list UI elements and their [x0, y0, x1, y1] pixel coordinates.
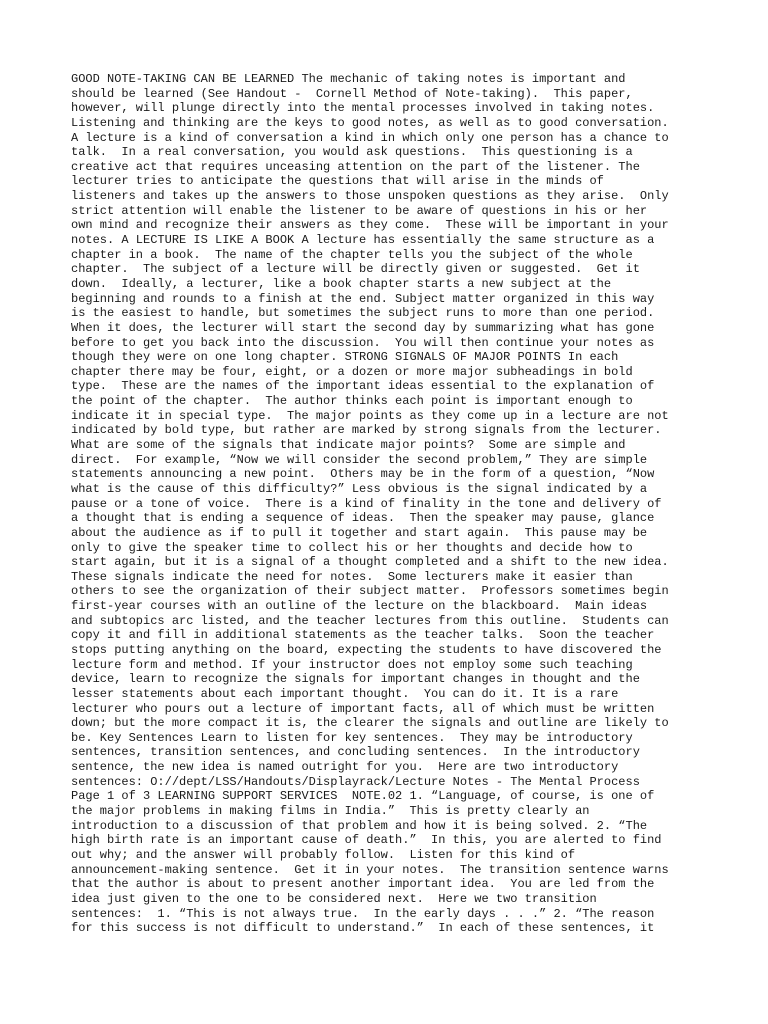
text-line: listeners and takes up the answers to those unspoken questions as they arise. Only	[71, 189, 669, 204]
text-line: chapter. The subject of a lecture will be directly given or suggested. Get it	[71, 262, 640, 277]
text-line: strict attention will enable the listener to be aware of questions in his or her	[71, 203, 648, 218]
text-line: start again, but it is a signal of a thought completed and a shift to the new idea.	[71, 555, 669, 570]
text-line: sentences: O://dept/LSS/Handouts/Displayrack/Lecture Notes - The Mental Process	[71, 774, 640, 789]
text-line: for this success is not difficult to understand.” In each of these sentences, it	[71, 921, 655, 936]
text-line: be. Key Sentences Learn to listen for key sentences. They may be introductory	[71, 730, 633, 745]
text-line: Listening and thinking are the keys to good notes, as well as to good conversation.	[71, 115, 669, 130]
text-line: indicated by bold type, but rather are marked by strong signals from the lecturer.	[71, 423, 662, 438]
text-line: notes. A LECTURE IS LIKE A BOOK A lecture has essentially the same structure as a	[71, 233, 655, 248]
text-line: chapter there may be four, eight, or a dozen or more major subheadings in bold	[71, 364, 633, 379]
text-line: down; but the more compact it is, the clearer the signals and outline are likely to	[71, 716, 669, 731]
text-line: a thought that is ending a sequence of ideas. Then the speaker may pause, glance	[71, 511, 655, 526]
text-line: and subtopics arc listed, and the teacher lectures from this outline. Students can	[71, 613, 669, 628]
text-line: lecturer who pours out a lecture of important facts, all of which must be written	[71, 701, 655, 716]
text-line: others to see the organization of their subject matter. Professors sometimes begin	[71, 584, 669, 599]
text-line: beginning and rounds to a finish at the end. Subject matter organized in this way	[71, 291, 655, 306]
text-line: the major problems in making films in India.” This is pretty clearly an	[71, 804, 590, 819]
text-line: should be learned (See Handout - Cornell Method of Note-taking). This paper,	[71, 86, 633, 101]
text-line: idea just given to the one to be considered next. Here we two transition	[71, 891, 597, 906]
text-line: first-year courses with an outline of the lecture on the blackboard. Main ideas	[71, 599, 648, 614]
text-line: out why; and the answer will probably follow. Listen for this kind of	[71, 847, 576, 862]
text-line: A lecture is a kind of conversation a kind in which only one person has a chance to	[71, 130, 669, 145]
text-line: however, will plunge directly into the mental processes involved in taking notes.	[71, 101, 655, 116]
text-line: Page 1 of 3 LEARNING SUPPORT SERVICES NOTE.02 1. “Language, of course, is one of	[71, 789, 655, 804]
text-line: that the author is about to present another important idea. You are led from the	[71, 877, 655, 892]
text-line: creative act that requires unceasing attention on the part of the listener. The	[71, 159, 640, 174]
text-line: lecture form and method. If your instructor does not employ some such teaching	[71, 657, 633, 672]
text-line: own mind and recognize their answers as they come. These will be important in your	[71, 218, 669, 233]
text-line: statements announcing a new point. Others may be in the form of a question, “Now	[71, 467, 655, 482]
text-line: copy it and fill in additional statements as the teacher talks. Soon the teacher	[71, 628, 655, 643]
text-line: introduction to a discussion of that problem and how it is being solved. 2. “The	[71, 818, 648, 833]
text-line: what is the cause of this difficulty?” Less obvious is the signal indicated by a	[71, 481, 648, 496]
text-line: type. These are the names of the important ideas essential to the explanation of	[71, 379, 655, 394]
text-line: When it does, the lecturer will start the second day by summarizing what has gone	[71, 320, 655, 335]
text-line: though they were on one long chapter. STRONG SIGNALS OF MAJOR POINTS In each	[71, 350, 619, 365]
text-line: the point of the chapter. The author thinks each point is important enough to	[71, 394, 633, 409]
text-line: chapter in a book. The name of the chapter tells you the subject of the whole	[71, 247, 633, 262]
text-line: device, learn to recognize the signals for important changes in thought and the	[71, 672, 640, 687]
text-line: is the easiest to handle, but sometimes the subject runs to more than one period.	[71, 306, 655, 321]
text-line: only to give the speaker time to collect his or her thoughts and decide how to	[71, 540, 633, 555]
text-line: pause or a tone of voice. There is a kind of finality in the tone and delivery of	[71, 496, 662, 511]
text-line: sentence, the new idea is named outright for you. Here are two introductory	[71, 760, 619, 775]
text-line: down. Ideally, a lecturer, like a book chapter starts a new subject at the	[71, 276, 612, 291]
text-line: sentences: 1. “This is not always true. In the early days . . .” 2. “The reason	[71, 906, 655, 921]
text-line: high birth rate is an important cause of death.” In this, you are alerted to find	[71, 833, 662, 848]
text-line: direct. For example, “Now we will consider the second problem,” They are simple	[71, 452, 648, 467]
text-line: These signals indicate the need for notes. Some lecturers make it easier than	[71, 569, 633, 584]
text-line: sentences, transition sentences, and concluding sentences. In the introductory	[71, 745, 640, 760]
text-line: talk. In a real conversation, you would ask questions. This questioning is a	[71, 145, 633, 160]
text-line: announcement-making sentence. Get it in your notes. The transition sentence warns	[71, 862, 669, 877]
text-line: What are some of the signals that indicate major points? Some are simple and	[71, 438, 626, 453]
body-text	[71, 72, 711, 936]
text-line: indicate it in special type. The major points as they come up in a lecture are not	[71, 408, 669, 423]
text-line: lecturer tries to anticipate the questions that will arise in the minds of	[71, 174, 604, 189]
text-line: about the audience as if to pull it together and start again. This pause may be	[71, 525, 648, 540]
text-line: stops putting anything on the board, expecting the students to have discovered the	[71, 642, 662, 657]
text-line: before to get you back into the discussion. You will then continue your notes as	[71, 335, 655, 350]
text-line: lesser statements about each important thought. You can do it. It is a rare	[71, 686, 619, 701]
text-line: GOOD NOTE-TAKING CAN BE LEARNED The mechanic of taking notes is important and	[71, 72, 626, 86]
